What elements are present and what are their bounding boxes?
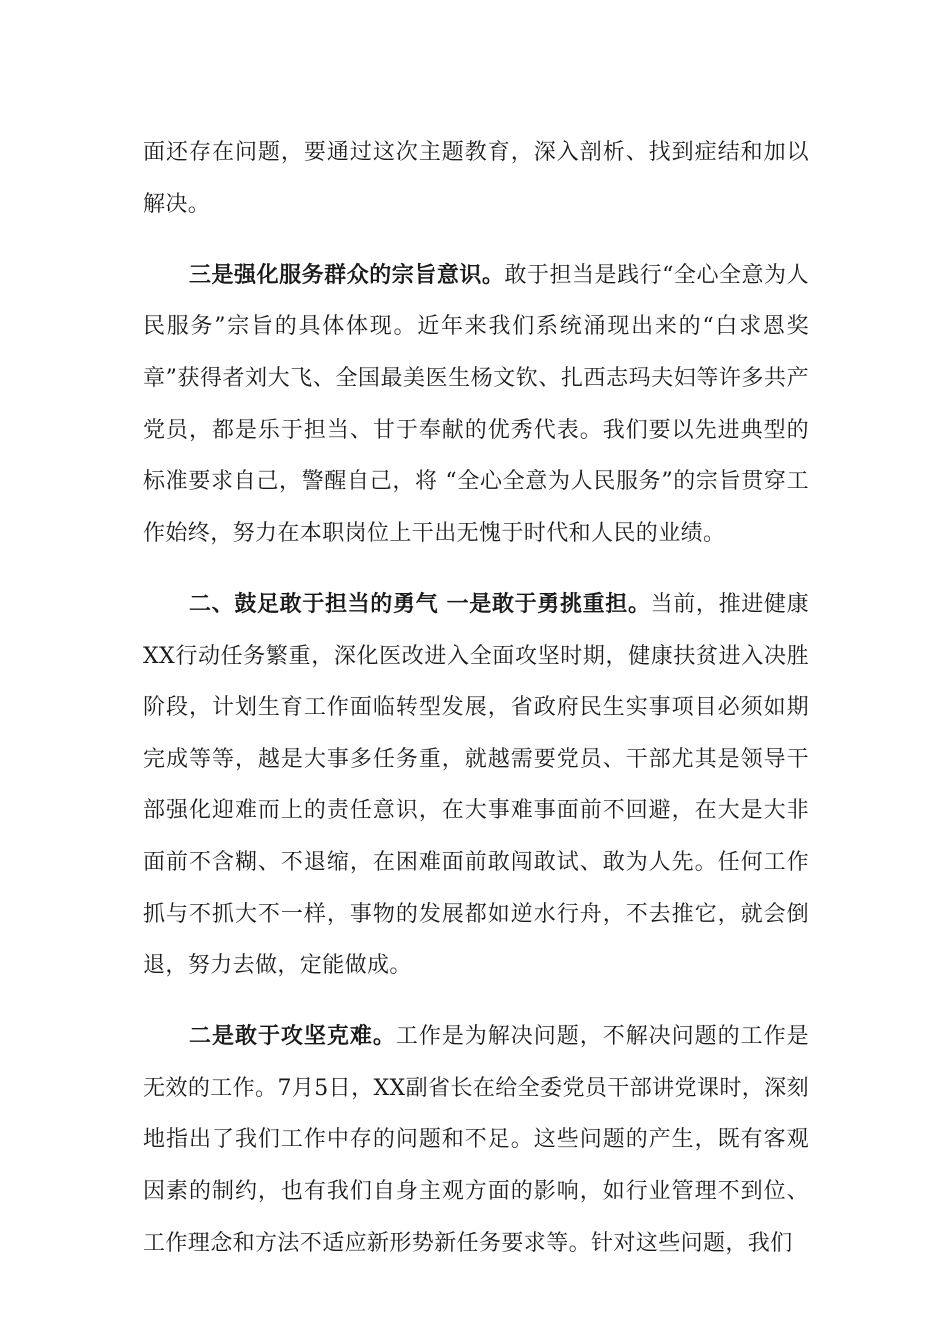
paragraph-lead: 二是敢于攻坚克难。 xyxy=(189,1023,396,1050)
paragraph-lead: 二、鼓足敢于担当的勇气 一是敢于勇挑重担。 xyxy=(189,590,651,617)
paragraph-continuation xyxy=(143,127,809,230)
document-body xyxy=(143,127,809,1269)
paragraph-tackle-difficulties xyxy=(143,1011,809,1269)
paragraph-text: 面还存在问题，要通过这次主题教育，深入剖析、找到症结和加以解决。 xyxy=(143,140,809,217)
paragraph-courage-to-take-responsibility xyxy=(143,579,809,992)
paragraph-text: 工作是为解决问题，不解决问题的工作是无效的工作。7月5日，XX副省长在给全委党员干部讲党课时，深刻地指出了我们工作中存的问题和不足。这些问题的产生，既有客观因素的制约，也有我们自身主观方面的影响，如行业管理不到位、工作理念和方法不适应新形势新任务要求等。针对这些问题，我们 xyxy=(143,1024,809,1256)
paragraph-text: 敢于担当是践行“全心全意为人民服务”宗旨的具体体现。近年来我们系统涌现出来的“白求恩奖章”获得者刘大飞、全国最美医生杨文钦、扎西志玛夫妇等许多共产党员，都是乐于担当、甘于奉献的优秀代表。我们要以先进典型的标准要求自己，警醒自己，将 “全心全意为人民服务”的宗旨贯穿工作始终，努力在本职岗位上干出无愧于时代和人民的业绩。 xyxy=(143,262,809,546)
paragraph-service-awareness xyxy=(143,250,809,560)
paragraph-lead: 三是强化服务群众的宗旨意识。 xyxy=(189,261,505,288)
paragraph-text: 当前，推进健康XX行动任务繁重，深化医改进入全面攻坚时期，健康扶贫进入决胜阶段，计划生育工作面临转型发展，省政府民生实事项目必须如期完成等等，越是大事多任务重，就越需要党员、干部尤其是领导干部强化迎难而上的责任意识，在大事难事面前不回避，在大是大非面前不含糊、不退缩，在困难面前敢闯敢试、敢为人先。任何工作抓与不抓大不一样，事物的发展都如逆水行舟，不去推它，就会倒退，努力去做，定能做成。 xyxy=(143,591,809,979)
